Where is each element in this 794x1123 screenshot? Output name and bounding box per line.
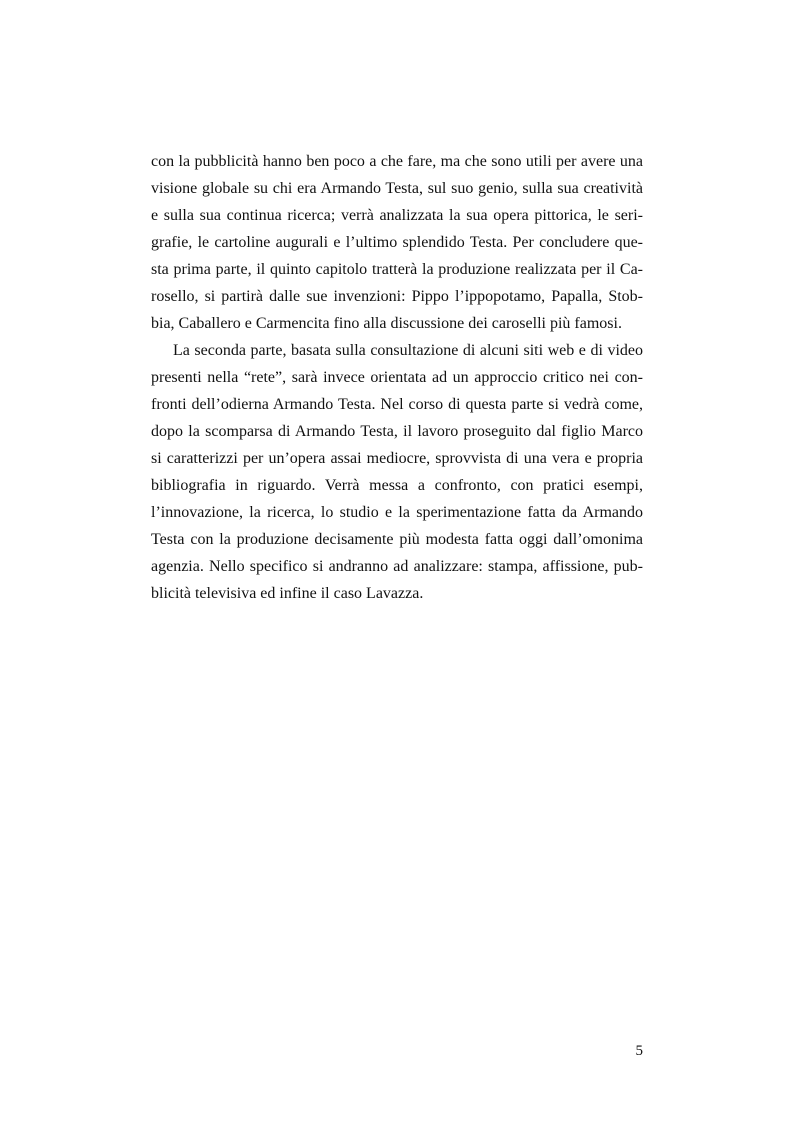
body-text: [151, 148, 643, 607]
paragraph-1: [151, 148, 643, 337]
text-line: dopo la scomparsa di Armando Testa, il lavoro proseguito dal figlio Marco: [151, 423, 643, 440]
text-line: si caratterizzi per un’opera assai mediocre, sprovvista di una vera e propria: [151, 450, 643, 467]
text-line: grafie, le cartoline augurali e l’ultimo splendido Testa. Per concludere que-: [151, 234, 643, 251]
page-number: 5: [635, 1043, 643, 1059]
text-line: con la pubblicità hanno ben poco a che fare, ma che sono utili per avere una: [151, 153, 643, 170]
text-line: visione globale su chi era Armando Testa, sul suo genio, sulla sua creatività: [151, 180, 643, 197]
text-line: l’innovazione, la ricerca, lo studio e la sperimentazione fatta da Armando: [151, 504, 643, 521]
text-line: bia, Caballero e Carmencita fino alla discussione dei caroselli più famosi.: [151, 315, 622, 332]
text-line: agenzia. Nello specifico si andranno ad analizzare: stampa, affissione, pub-: [151, 558, 643, 575]
text-line: presenti nella “rete”, sarà invece orientata ad un approccio critico nei con-: [151, 369, 643, 386]
text-line: fronti dell’odierna Armando Testa. Nel corso di questa parte si vedrà come,: [151, 396, 643, 413]
text-line: rosello, si partirà dalle sue invenzioni: Pippo l’ippopotamo, Papalla, Stob-: [151, 288, 643, 305]
text-line: blicità televisiva ed infine il caso Lavazza.: [151, 585, 424, 602]
text-line: La seconda parte, basata sulla consultazione di alcuni siti web e di video: [173, 342, 643, 359]
paragraph-2: [151, 337, 643, 607]
text-line: sta prima parte, il quinto capitolo tratterà la produzione realizzata per il Ca-: [151, 261, 643, 278]
text-line: e sulla sua continua ricerca; verrà analizzata la sua opera pittorica, le seri-: [151, 207, 643, 224]
text-line: bibliografia in riguardo. Verrà messa a confronto, con pratici esempi,: [151, 477, 643, 494]
text-line: Testa con la produzione decisamente più modesta fatta oggi dall’omonima: [151, 531, 643, 548]
